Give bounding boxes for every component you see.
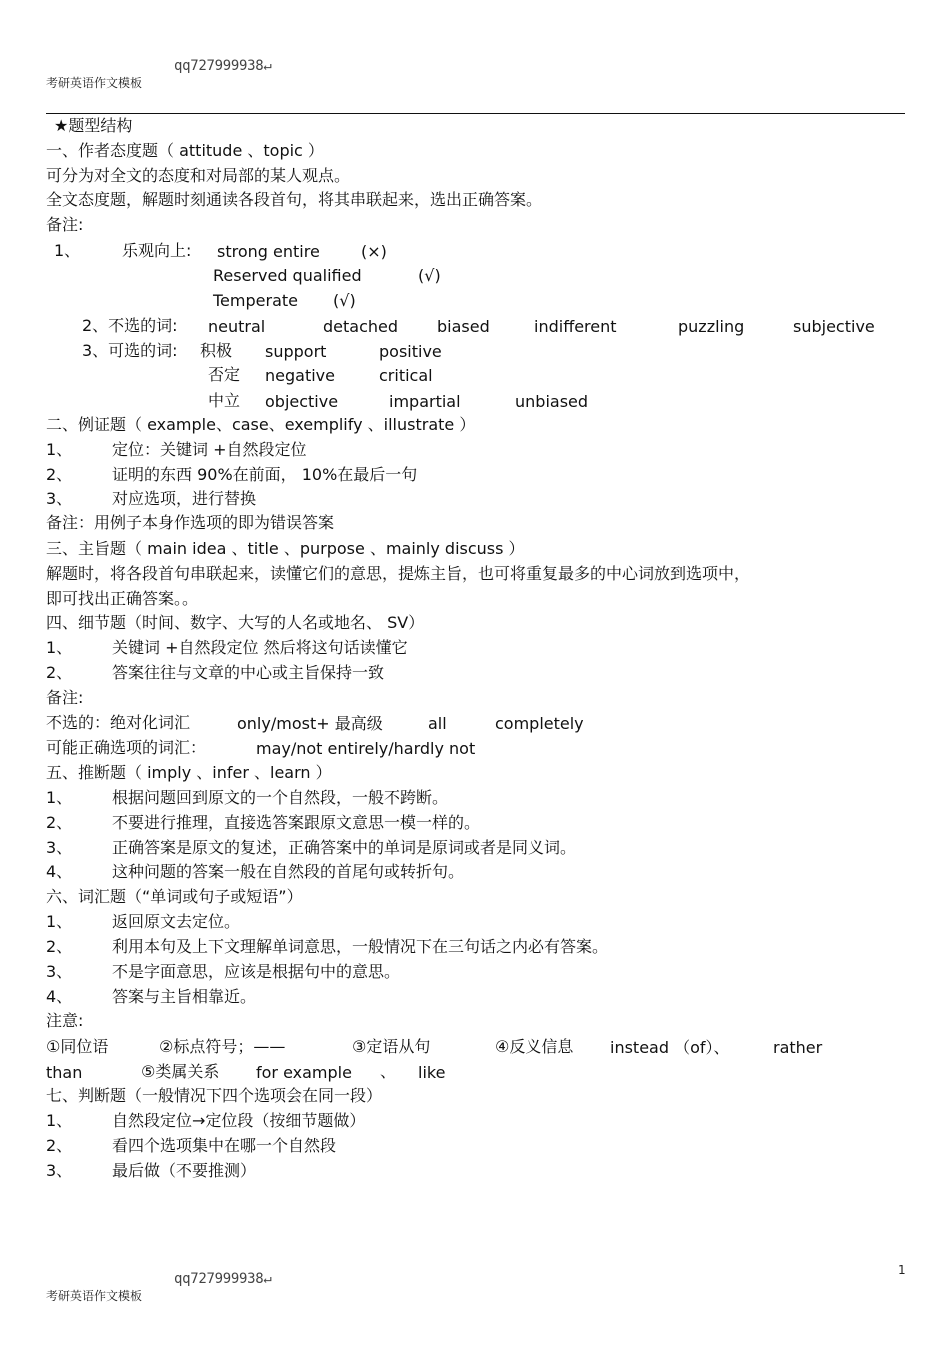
s3-line2: 即可找出正确答案。。: [46, 589, 199, 608]
s4-n1-label: 不选的：绝对化词汇: [46, 713, 191, 732]
s7-item-num: 2、: [46, 1136, 73, 1155]
s1-item2-word: subjective: [793, 317, 875, 336]
doc-title: ★题型结构: [54, 116, 133, 135]
s5-item-text: 根据问题回到原文的一个自然段，一般不跨断。: [112, 788, 449, 807]
s1-line2: 全文态度题，解题时刻通读各段首句，将其串联起来，选出正确答案。: [46, 190, 543, 209]
s2-item-text: 定位：关键词 +自然段定位: [112, 440, 307, 459]
s6-cue-category-sep: 、: [380, 1062, 397, 1081]
s1-item2-word: puzzling: [678, 317, 745, 336]
header-label: 考研英语作文模板: [46, 76, 143, 90]
s2-item-num: 1、: [46, 440, 73, 459]
s5-item-text: 这种问题的答案一般在自然段的首尾句或转折句。: [112, 862, 465, 881]
s1-item1-b: Reserved qualified: [213, 266, 362, 285]
s1-item1-c: Temperate: [213, 291, 298, 310]
s2-item-num: 2、: [46, 465, 73, 484]
s1-item1-a: strong entire: [217, 242, 320, 261]
s2-item-text: 证明的东西 90%在前面， 10%在最后一句: [112, 465, 418, 484]
s6-cue-contrast-word: than: [46, 1063, 83, 1082]
s7-item-text: 最后做（不要推测）: [112, 1161, 257, 1180]
s6-item-num: 2、: [46, 937, 73, 956]
s4-n2-label: 可能正确选项的词汇：: [46, 738, 207, 757]
s1-neutral-word: impartial: [389, 392, 461, 411]
s6-cue-contrast-word: instead （of）、: [610, 1038, 730, 1057]
s4-n1-word: all: [428, 714, 447, 733]
s7-item-text: 自然段定位→定位段（按细节题做）: [112, 1111, 366, 1130]
s7-item-num: 3、: [46, 1161, 73, 1180]
s7-item-text: 看四个选项集中在哪一个自然段: [112, 1136, 337, 1155]
s1-item1-b-mark: (√): [418, 266, 441, 285]
s1-item1-label: 乐观向上:: [122, 241, 192, 260]
s6-item-text: 返回原文去定位。: [112, 912, 241, 931]
s1-positive-word: support: [265, 342, 327, 361]
s1-item2-word: biased: [437, 317, 490, 336]
s6-cue-contrast: ④反义信息: [495, 1037, 574, 1056]
header-rule: [46, 113, 905, 114]
s7-item-num: 1、: [46, 1111, 73, 1130]
s2-note: 备注：用例子本身作选项的即为错误答案: [46, 513, 335, 532]
s1-item2-label: 2、不选的词:: [82, 316, 178, 335]
s6-item-num: 3、: [46, 962, 73, 981]
footer-qq: qq727999938↵: [174, 1271, 272, 1287]
s3-heading: 三、主旨题（ main idea 、title 、purpose 、mainly discuss ）: [46, 539, 525, 558]
s5-item-text: 不要进行推理，直接选答案跟原文意思一模一样的。: [112, 813, 481, 832]
s5-item-num: 1、: [46, 788, 73, 807]
s1-line1: 可分为对全文的态度和对局部的某人观点。: [46, 166, 351, 185]
s1-item3-label: 3、可选的词:: [82, 341, 178, 360]
footer-label: 考研英语作文模板: [46, 1289, 143, 1303]
s6-cue-appositive: ①同位语: [46, 1037, 109, 1056]
s4-item-num: 1、: [46, 638, 73, 657]
s6-item-num: 1、: [46, 912, 73, 931]
s6-item-text: 利用本句及上下文理解单词意思，一般情况下在三句话之内必有答案。: [112, 937, 609, 956]
s7-heading: 七、判断题（一般情况下四个选项会在同一段）: [46, 1086, 383, 1105]
s4-n2-words: may/not entirely/hardly not: [256, 739, 476, 758]
s1-neutral-word: objective: [265, 392, 339, 411]
s6-cue-category: ⑤类属关系: [141, 1062, 220, 1081]
s2-item-num: 3、: [46, 489, 73, 508]
s1-negative-label: 否定: [208, 365, 241, 384]
s5-item-num: 4、: [46, 862, 73, 881]
s4-item-num: 2、: [46, 663, 73, 682]
s1-neutral-label: 中立: [208, 391, 241, 410]
s2-heading: 二、例证题（ example、case、exemplify 、illustrate ）: [46, 415, 476, 434]
s6-cue-contrast-word: rather: [773, 1038, 823, 1057]
s6-item-num: 4、: [46, 987, 73, 1006]
s3-line1: 解题时，将各段首句串联起来，读懂它们的意思，提炼主旨，也可将重复最多的中心词放到选项中，: [46, 564, 751, 583]
s1-positive-label: 积极: [200, 341, 233, 360]
s6-cue-category-word: for example: [256, 1063, 352, 1082]
s5-item-text: 正确答案是原文的复述，正确答案中的单词是原词或者是同义词。: [112, 838, 577, 857]
s6-cue-category-word: like: [418, 1063, 446, 1082]
s6-cue-attributive: ③定语从句: [352, 1037, 431, 1056]
s5-item-num: 3、: [46, 838, 73, 857]
s6-item-text: 答案与主旨相靠近。: [112, 987, 257, 1006]
s1-note: 备注:: [46, 215, 84, 234]
s4-item-text: 关键词 +自然段定位 然后将这句话读懂它: [112, 638, 408, 657]
s5-item-num: 2、: [46, 813, 73, 832]
s1-neutral-word: unbiased: [515, 392, 589, 411]
s1-negative-word: critical: [379, 366, 433, 385]
s4-note: 备注:: [46, 688, 84, 707]
s1-item2-word: indifferent: [534, 317, 617, 336]
page-number: 1: [898, 1263, 906, 1277]
s1-item2-word: neutral: [208, 317, 266, 336]
s1-negative-word: negative: [265, 366, 335, 385]
s4-heading: 四、细节题（时间、数字、大写的人名或地名、 SV）: [46, 613, 425, 632]
s1-item1-a-mark: (×): [361, 242, 387, 261]
s4-n1-word: only/most+ 最高级: [237, 714, 383, 733]
s1-item2-word: detached: [323, 317, 399, 336]
header-qq: qq727999938↵: [174, 58, 272, 74]
s2-item-text: 对应选项，进行替换: [112, 489, 257, 508]
s6-note: 注意:: [46, 1011, 84, 1030]
s6-heading: 六、词汇题（“单词或句子或短语”）: [46, 887, 303, 906]
s5-heading: 五、推断题（ imply 、infer 、learn ）: [46, 763, 332, 782]
s6-cue-punctuation: ②标点符号；——: [159, 1037, 286, 1056]
s4-n1-word: completely: [495, 714, 584, 733]
s1-item1-c-mark: (√): [333, 291, 356, 310]
s1-item1-num: 1、: [54, 241, 81, 260]
s1-heading: 一、作者态度题（ attitude 、topic ）: [46, 141, 324, 160]
s4-item-text: 答案往往与文章的中心或主旨保持一致: [112, 663, 385, 682]
s1-positive-word: positive: [379, 342, 442, 361]
s6-item-text: 不是字面意思，应该是根据句中的意思。: [112, 962, 401, 981]
